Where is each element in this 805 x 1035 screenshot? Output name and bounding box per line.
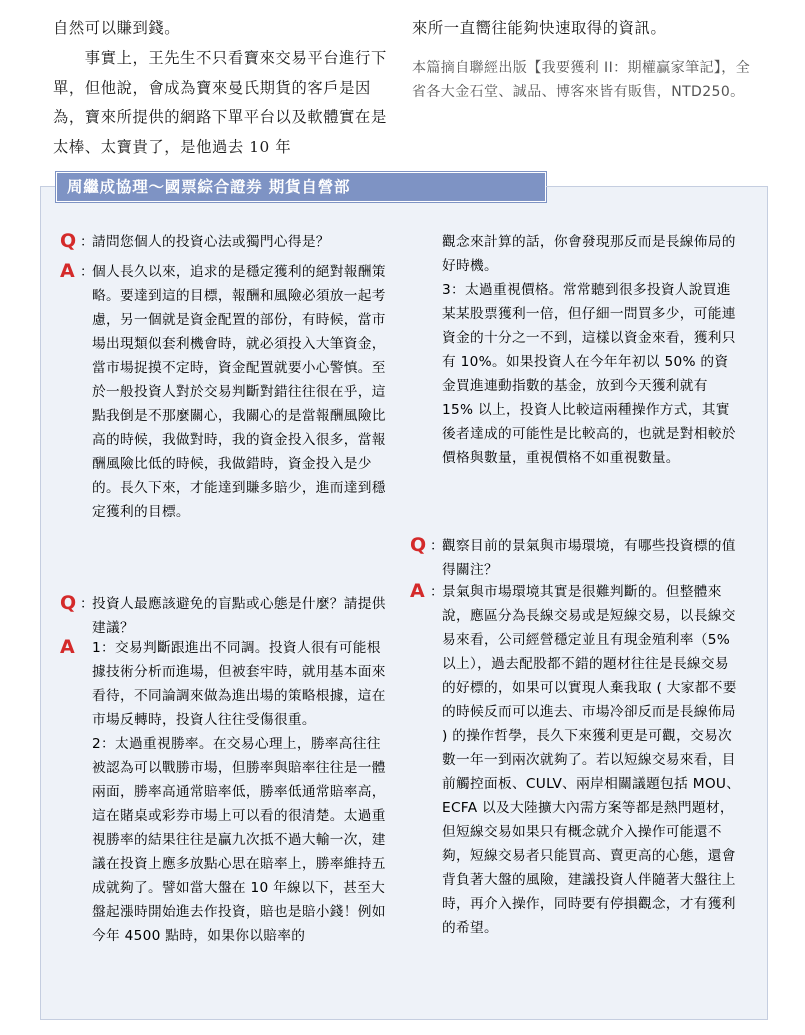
qa2-question: Q ： 投資人最應該避免的盲點或心態是什麼？請提供建議？ [60, 592, 390, 640]
question-text: 觀察目前的景氣與市場環境，有哪些投資標的值得關注？ [442, 538, 736, 578]
qa3-answer: A ： 景氣與市場環境其實是很難判斷的。但整體來說，應區分為長線交易或是短線交易，以長線交易來看，公司經營穩定並且有現金殖利率（5% 以上），過去配股都不錯的題材往往是長線交易的好標的，如果可以實現人棄我取 ( 大家都不要的時候反而可以進去、市場冷卻反而是長線佈局 ) 的操作哲學，長久下來獲利更是可觀，交易次數一年一到兩次就夠了。若以短線交易來看，目前觸控面板、CULV、兩岸相關議題包括 MOU、ECFA 以及大陸擴大內需方案等都是熱門題材，但短線交易如果只有概念就介入操作可能還不夠，短線交易者只能買高、賣更高的心態，還會背負著大盤的風險，建議投資人伴隨著大盤往上時，再介入操作，同時要有停損觀念，才有獲利的希望。 [410, 580, 742, 940]
answer-marker: A [60, 636, 76, 658]
source-note: 本篇摘自聯經出版【我要獲利 II：期權贏家筆記】，全省各大金石堂、誠品、博客來皆有販售，NTD250。 [412, 59, 751, 100]
article-paragraph: 來所一直嚮往能夠快速取得的資訊。 [412, 19, 667, 37]
qa1-answer: A ： 個人長久以來，追求的是穩定獲利的絕對報酬策略。要達到這的目標，報酬和風險必須放一起考慮，另一個就是資金配置的部份，有時候，當市場出現類似套利機會時，就必須投入大筆資金，當市場捉摸不定時，資金配置就要小心警慎。至於一般投資人對於交易判斷對錯往往很在乎，這點我倒是不那麼關心，我關心的是當報酬風險比高的時候，我做對時，我的資金投入很多，當報酬風險比低的時候，我做錯時，資金投入是少的。長久下來，才能達到賺多賠少，進而達到穩定獲利的目標。 [60, 260, 390, 524]
answer-text: 個人長久以來，追求的是穩定獲利的絕對報酬策略。要達到這的目標，報酬和風險必須放一起考慮，另一個就是資金配置的部份，有時候，當市場出現類似套利機會時，就必須投入大筆資金，當市場捉摸不定時，資金配置就要小心警慎。至於一般投資人對於交易判斷對錯往往很在乎，這點我倒是不那麼關心，我關心的是當報酬風險比高的時候，我做對時，我的資金投入很多，當報酬風險比低的時候，我做錯時，資金投入是少的。長久下來，才能達到賺多賠少，進而達到穩定獲利的目標。 [92, 264, 386, 520]
article-paragraph: 事實上，王先生不只看寶來交易平台進行下單，但他說，會成為寶來曼氏期貨的客戶是因為，寶來所提供的網路下單平台以及軟體實在是太棒、太寶貴了，是他過去 10 年 [53, 48, 387, 157]
question-text: 請問您個人的投資心法或獨門心得是？ [92, 234, 330, 250]
header-rule [546, 186, 766, 187]
answer-point-1: 1：交易判斷跟進出不同調。投資人很有可能根據技術分析而進場，但被套牢時，就用基本面來看待，不同論調來做為進出場的策略根據，這在市場反轉時，投資人往往受傷很重。 [92, 640, 386, 728]
answer-marker: A [410, 580, 426, 602]
qa3-question: Q ： 觀察目前的景氣與市場環境，有哪些投資標的值得關注？ [410, 534, 742, 582]
qa1-question: Q ： 請問您個人的投資心法或獨門心得是？ [60, 230, 390, 254]
article-paragraph: 自然可以賺到錢。 [53, 19, 181, 37]
answer-marker: A [60, 260, 76, 282]
qa2-answer-continued [442, 230, 742, 470]
interview-header-title: 周繼成協理～國票綜合證券 期貨自營部 [67, 178, 351, 196]
answer-point-2: 2：太過重視勝率。在交易心理上，勝率高往往被認為可以戰勝市場，但勝率與賠率往往是一體兩面，勝率高通常賠率低，勝率低通常賠率高，這在賭桌或彩券市場上可以看的很清楚。太過重視勝率的結果往往是贏九次抵不過大輸一次，建議在投資上應多放點心思在賠率上，勝率維持五成就夠了。譬如當大盤在 10 年線以下，甚至大盤起漲時開始進去作投資，賠也是賠小錢！例如今年 4500 點時，如果你以賠率的 [92, 736, 386, 944]
question-text: 投資人最應該避免的盲點或心態是什麼？請提供建議？ [92, 596, 386, 636]
answer-point-3: 3：太過重視價格。常常聽到很多投資人說買進某某股票獲利一倍，但仔細一問買多少，可能連資金的十分之一不到，這樣以資金來看，獲利只有 10%。如果投資人在今年年初以 50% 的資金買進連動指數的基金，放到今天獲利就有 15% 以上，投資人比較這兩種操作方式，其實後者達成的可能性是比較高的，也就是對相較於價格與數量，重視價格不如重視數量。 [442, 282, 736, 466]
qa2-answer [60, 636, 390, 948]
answer-text [92, 636, 390, 948]
article-left-column [53, 14, 391, 163]
question-marker: Q [60, 592, 77, 614]
question-marker: Q [410, 534, 427, 556]
answer-text: 景氣與市場環境其實是很難判斷的。但整體來說，應區分為長線交易或是短線交易，以長線交易來看，公司經營穩定並且有現金殖利率（5% 以上），過去配股都不錯的題材往往是長線交易的好標的，如果可以實現人棄我取 ( 大家都不要的時候反而可以進去、市場冷卻反而是長線佈局 ) 的操作哲學，長久下來獲利更是可觀，交易次數一年一到兩次就夠了。若以短線交易來看，目前觸控面板、CULV、兩岸相關議題包括 MOU、ECFA 以及大陸擴大內需方案等都是熱門題材，但短線交易如果只有概念就介入操作可能還不夠，短線交易者只能買高、賣更高的心態，還會背負著大盤的風險，建議投資人伴隨著大盤往上時，再介入操作，同時要有停損觀念，才有獲利的希望。 [442, 584, 741, 936]
article-right-column [412, 14, 757, 104]
answer-continued-text: 觀念來計算的話，你會發現那反而是長線佈局的好時機。 [442, 234, 736, 274]
question-marker: Q [60, 230, 77, 252]
interview-header-bar [56, 172, 546, 202]
